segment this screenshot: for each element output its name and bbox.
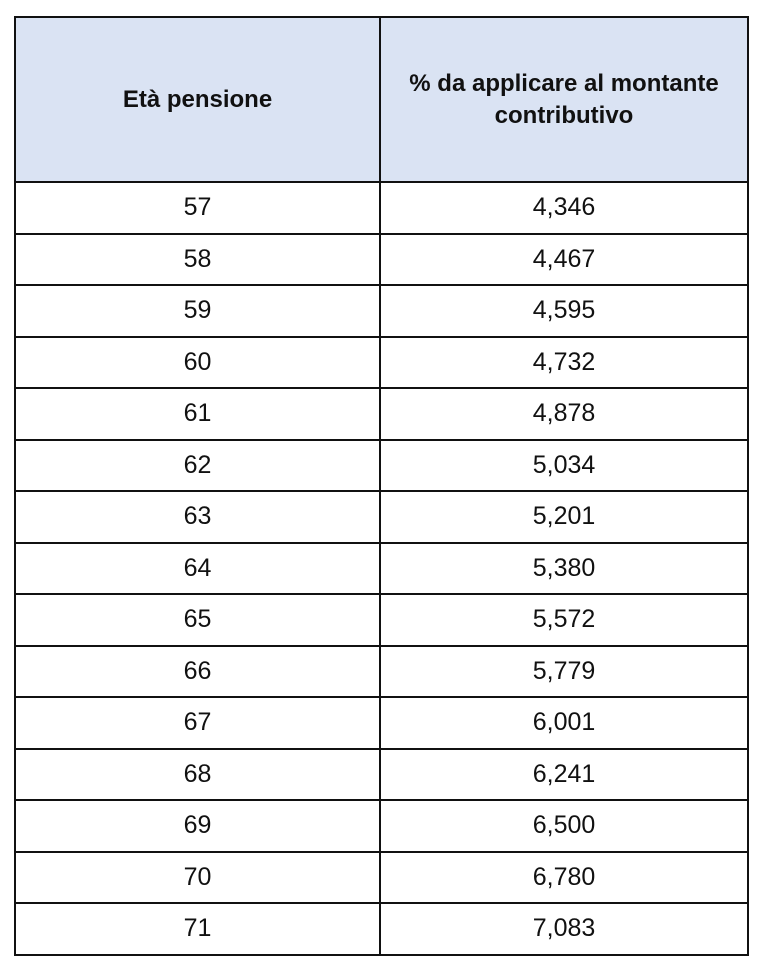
cell-percentage: 4,346 [380,182,748,234]
cell-percentage: 4,467 [380,234,748,286]
header-percentage-text: % da applicare al montante contributivo [409,69,719,129]
cell-age: 61 [15,388,380,440]
cell-percentage: 5,034 [380,440,748,492]
cell-age: 69 [15,800,380,852]
cell-age: 65 [15,594,380,646]
cell-age: 60 [15,337,380,389]
header-row [15,17,748,182]
header-age: Età pensione [15,17,380,182]
cell-percentage: 4,732 [380,337,748,389]
table-row [15,697,748,749]
cell-percentage: 6,001 [380,697,748,749]
cell-age: 71 [15,903,380,955]
cell-percentage: 5,380 [380,543,748,595]
table-row [15,285,748,337]
table-row [15,852,748,904]
cell-percentage: 6,500 [380,800,748,852]
cell-percentage: 4,595 [380,285,748,337]
table-row [15,594,748,646]
cell-age: 70 [15,852,380,904]
cell-age: 67 [15,697,380,749]
table-header [15,17,748,182]
cell-percentage: 5,572 [380,594,748,646]
cell-age: 59 [15,285,380,337]
cell-age: 58 [15,234,380,286]
table-row [15,491,748,543]
table-row [15,543,748,595]
cell-age: 62 [15,440,380,492]
cell-percentage: 6,241 [380,749,748,801]
header-percentage [380,17,748,182]
table-row [15,800,748,852]
cell-age: 64 [15,543,380,595]
table-row [15,234,748,286]
cell-age: 66 [15,646,380,698]
cell-age: 63 [15,491,380,543]
table-row [15,182,748,234]
table-row [15,646,748,698]
table-row [15,388,748,440]
table-row [15,440,748,492]
table-body [15,182,748,955]
coefficients-table [14,16,749,956]
table-row [15,749,748,801]
cell-percentage: 7,083 [380,903,748,955]
cell-percentage: 6,780 [380,852,748,904]
table-row [15,903,748,955]
cell-percentage: 5,201 [380,491,748,543]
table-row [15,337,748,389]
cell-percentage: 5,779 [380,646,748,698]
cell-age: 57 [15,182,380,234]
cell-percentage: 4,878 [380,388,748,440]
cell-age: 68 [15,749,380,801]
